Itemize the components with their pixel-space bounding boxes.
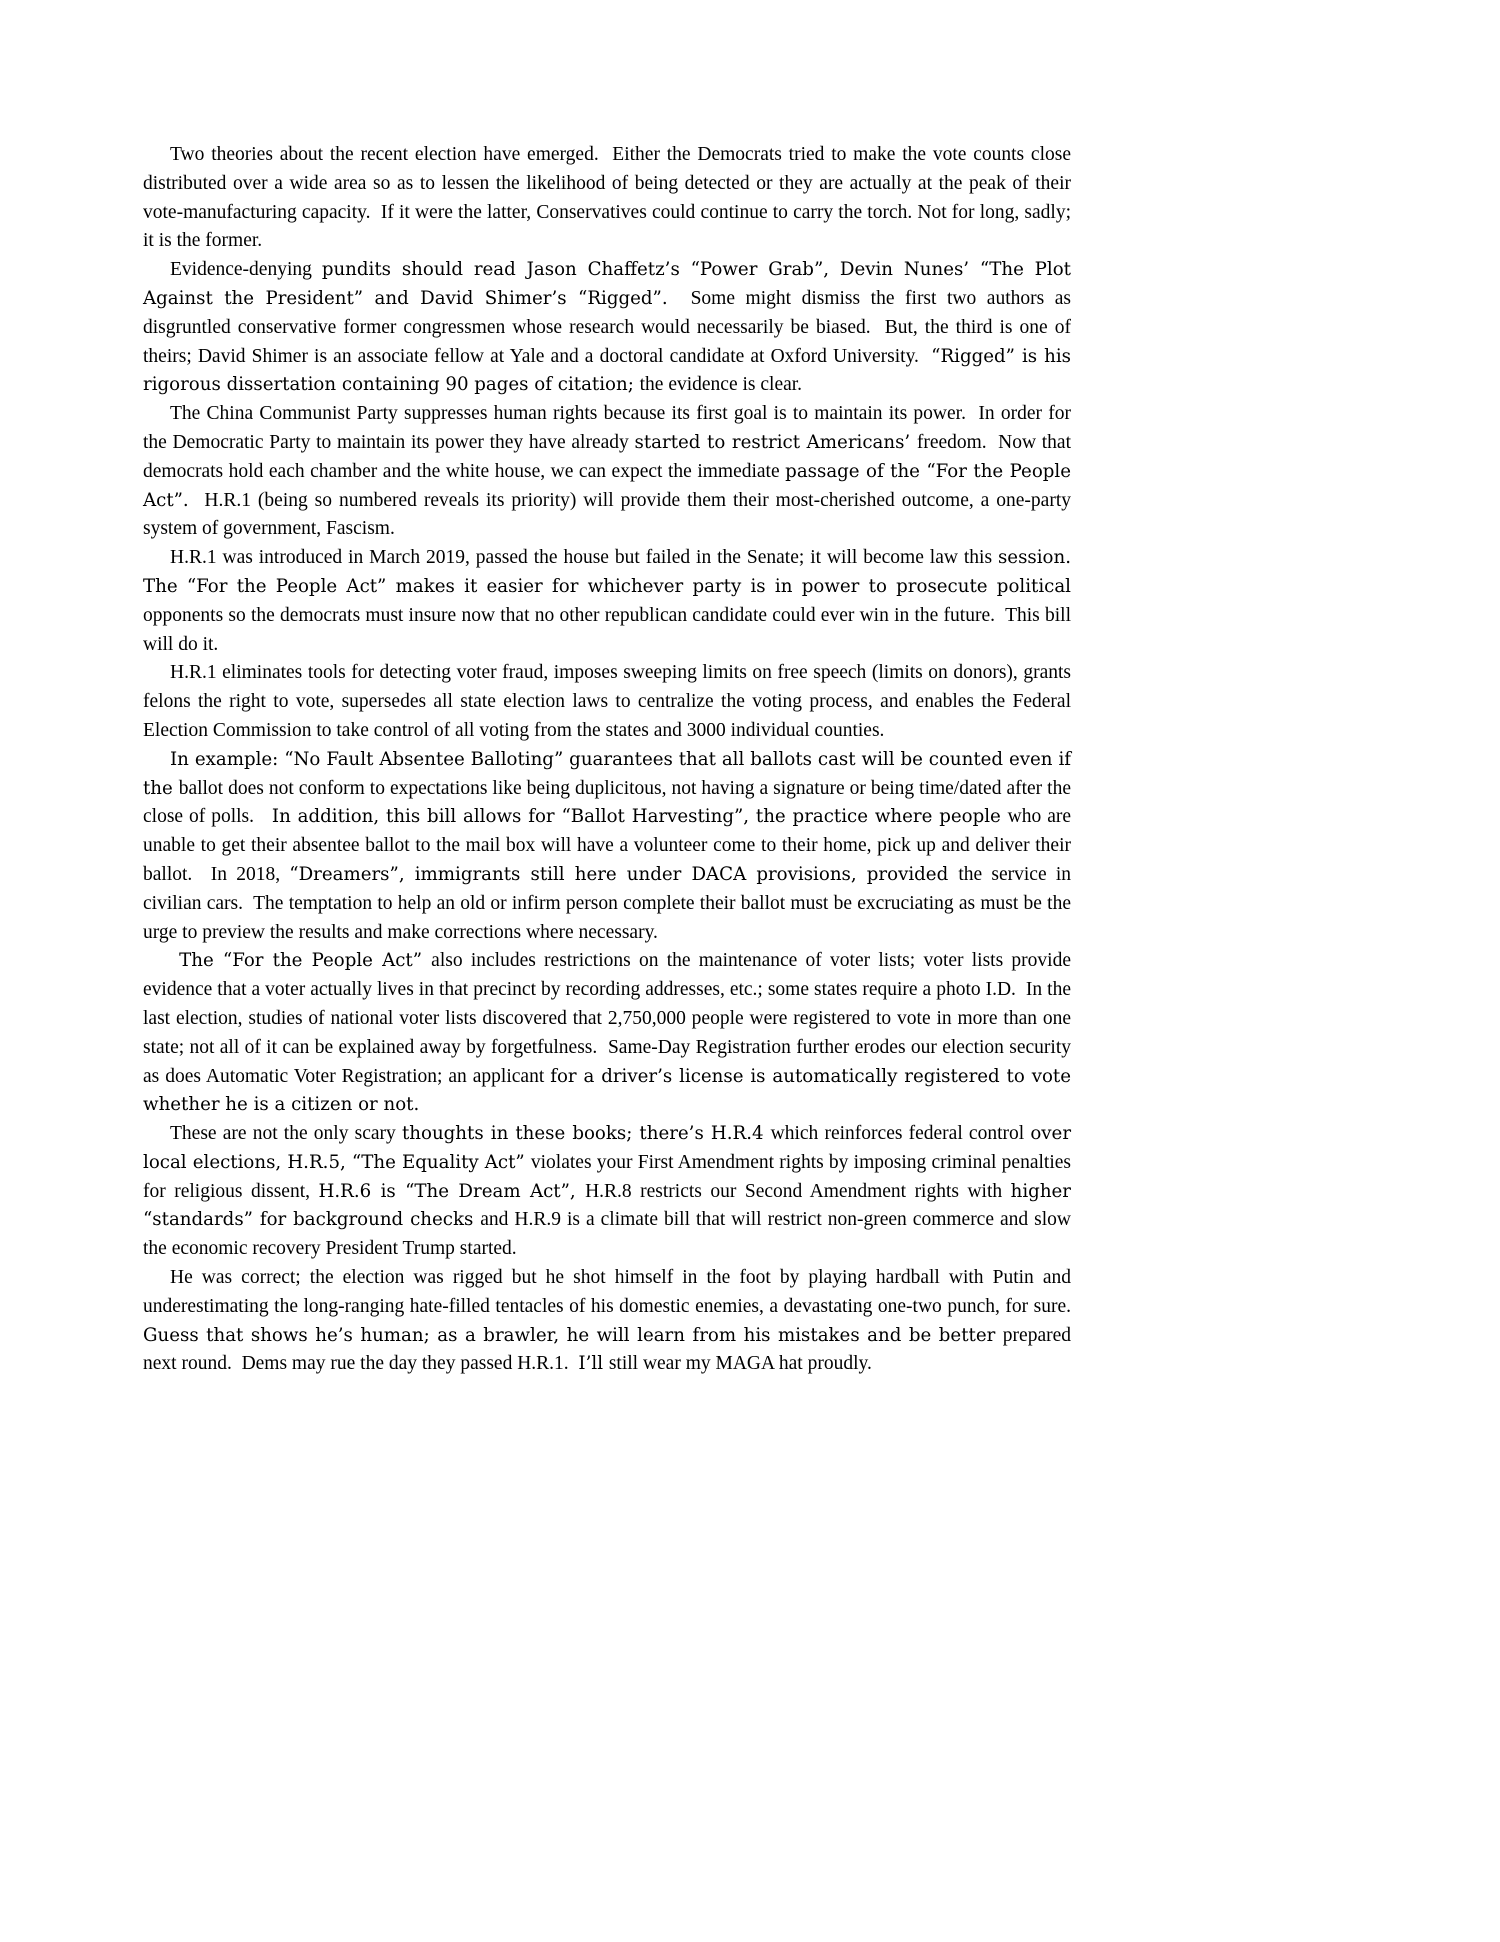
text-run: H.R.6 is “The Dream Act”, [318,1180,586,1202]
text-run: started to restrict Americans’ [634,431,917,453]
text-run: pundits should read Jason Chaffetz’s “Power Grab”, Devin Nunes’ “The Plot Against the President” and David Shimer’s “Rigged”. [143,259,1077,309]
paragraph [143,544,1083,659]
text-run: ballot does not conform to expectations like being duplicitous, not having a signature or being time/dated after the close of polls. [143,777,1076,828]
text-run: Evidence-denying [170,259,322,281]
text-run: Guess that shows he’s human; as a brawler, he will learn from his mistakes and be better [143,1324,1003,1346]
paragraph [143,256,1077,400]
text-run: also includes restrictions on the maintenance of voter lists; voter lists provide evidence that a voter actually lives in that precinct by recording addresses, etc.; some states require a photo I.D. In the last election, studies of national voter lists discovered that 2,750,000 people were registered to vote in more than one state; not all of it can be explained away by forgetfulness. Same-Day Registration further erodes our election security as does Automatic Voter Registration; an applicant [143,950,1076,1087]
text-run: thoughts in these books; there’s H.R.4 [401,1123,771,1145]
text-run: which reinforces federal control [770,1123,1031,1145]
text-run: H.R.1 (being so numbered reveals its priority) will provide them their most-cherished outcome, a one-party system of government, Fascism. [143,489,1076,540]
document-body [143,141,1083,1379]
text-run: I’ll [578,1353,609,1375]
text-run: The “For the People Act” [170,950,432,972]
text-run: These are not the only scary [170,1123,402,1145]
text-run: and H.R.9 is a climate bill that will restrict non-green commerce and slow the economic recovery President Trump started. [143,1209,1076,1260]
text-run: Two theories about the recent election have emerged. Either the Democrats tried to make the vote counts close distributed over a wide area so as to lessen the likelihood of being detected or they are actually at the peak of their vote-manufacturing capacity. If it were the latter, Conservatives could continue to carry the torch. Not for long, sadly; it is the former. [143,144,1076,252]
text-run: H.R.1 was introduced in March 2019, passed the house but failed in the Senate; it will become law this [170,547,998,569]
text-run: H.R.1 eliminates tools for detecting voter fraud, imposes sweeping limits on free speech (limits on donors), grants felons the right to vote, supersedes all state election laws to centralize the voting process, and enables the Federal Election Commission to take control of all voting from the states and 3000 individual counties. [143,662,1076,741]
paragraph [143,1264,1081,1379]
text-run: The China Communist Party suppresses human rights because its first goal is to maintain its power. In order for the Democratic Party to maintain its power they have already [143,403,1076,453]
text-run: violates your First Amendment rights by imposing criminal penalties for religious dissent, [143,1151,1076,1202]
text-run: freedom. Now that democrats hold each chamber and the white house, we can expect the immediate [143,431,1076,482]
text-run: Some might dismiss the first two authors as disgruntled conservative former congressmen whose research would necessarily be biased. But, the third is one of theirs; David Shimer is an associate fellow at Yale and a doctoral candidate at Oxford University. [143,287,1076,367]
text-run: session. The “For the People Act” makes it easier for whichever party is in power to prosecute political [143,547,1083,597]
text-run: In example: “No Fault Absentee Balloting” guarantees that all ballots cast will be counted even if the [143,748,1077,799]
paragraph [143,659,1076,745]
text-run: who are unable to get their absentee ballot to the mail box will have a volunteer come to their home, pick up and deliver their ballot. In 2018, [143,806,1076,885]
text-run: “Rigged” is his rigorous dissertation containing 90 pages of citation; [143,345,1077,396]
text-run: for a driver’s license is automatically registered to vote whether he is a citizen or not. [143,1065,1077,1116]
text-run: He was correct; the election was rigged but he shot himself in the foot by playing hardball with Putin and underestimating the long-ranging hate-filled tentacles of his domestic enemies, a devastating one-two punch, for sure. [143,1267,1081,1317]
paragraph [143,947,1077,1120]
paragraph [143,1120,1077,1264]
paragraph [143,400,1077,544]
paragraph [143,141,1076,256]
text-run: In addition, this bill allows for “Ballot Harvesting”, the practice where people [271,806,1008,828]
text-run: “Dreamers”, immigrants still here under DACA provisions, provided [289,863,959,885]
text-run: H.R.8 restricts our Second Amendment rights with [585,1180,1011,1202]
text-run: passage of the “For the People Act”. [143,460,1077,511]
text-run: over local elections, H.R.5, “The Equality Act” [143,1123,1077,1173]
text-run: higher “standards” for background checks [143,1180,1077,1231]
text-run: prepared next round. Dems may rue the day they passed H.R.1. [143,1324,1076,1375]
paragraph [143,746,1077,948]
text-run: the evidence is clear. [639,374,803,396]
text-run: still wear my MAGA hat proudly. [608,1353,872,1375]
text-run: opponents so the democrats must insure now that no other republican candidate could ever win in the future. This bill will do it. [143,604,1076,655]
text-run: the service in civilian cars. The temptation to help an old or infirm person complete their ballot must be excruciating as must be the urge to preview the results and make corrections where necessary. [143,863,1076,943]
